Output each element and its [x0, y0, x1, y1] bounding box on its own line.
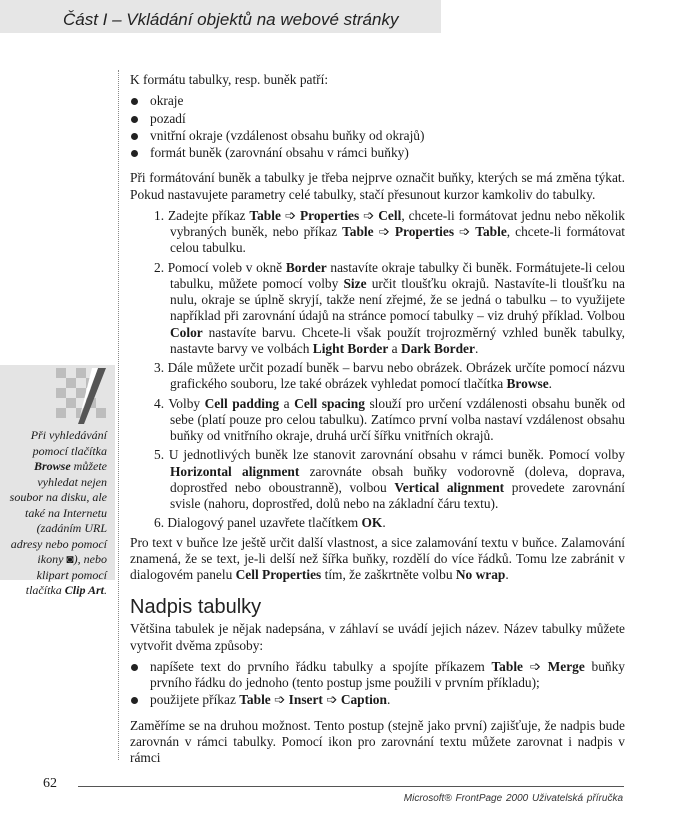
bold-term: Table: [239, 692, 271, 708]
list-item: pozadí: [130, 111, 625, 127]
text-run: buňky prvního řádku do jednoho (tento postup jsme použili v prvním příkladu);: [150, 658, 625, 690]
bold-term: Clip Art: [64, 583, 104, 597]
bold-term: Vertical alignment: [394, 479, 505, 495]
paragraph: [130, 535, 625, 584]
step-item: [142, 208, 625, 257]
text-run: můžete vyhledat nejen soubor na disku, ale také na Internetu (zadáním URL adresy nebo pomocí ikony: [9, 459, 107, 566]
paragraph: Zaměříme se na druhou možnost. Tento postup (stejně jako první) zajišťuje, že nadpis bude zarovnán v rámci tabulky. Pomocí ikon pro zarovnání textu můžete zarovnat i nadpis v rámci: [130, 717, 625, 765]
bold-term: OK: [361, 515, 383, 531]
text-run: , chcete-li formátovat celou tabulku.: [170, 224, 625, 256]
section-heading: Nadpis tabulky: [130, 596, 262, 619]
bold-term: Browse: [33, 459, 71, 473]
text-run: , chcete-li formátovat jednu nebo několik vybraných buněk, nebo příkaz: [170, 207, 625, 239]
text-run: Pro text v buňce lze ještě určit další vlastnost, a sice zalamování textu v buňce. Zalamování znamená, že se text, je-li delší než šířka buňky, rozdělí do více řádků. Tomu lze zabránit v dialogovém panelu: [130, 534, 625, 582]
text-run: ➩: [373, 224, 395, 239]
bold-term: Cell Properties: [235, 567, 322, 582]
text-run: 6. Dialogový panel uzavřete tlačítkem: [154, 515, 362, 531]
list-item: formát buněk (zarovnání obsahu v rámci buňky): [130, 145, 625, 161]
paragraph: Většina tabulek je nějak nadepsána, v záhlaví se uvádí jejich název. Název tabulky můžete vytvořit dvěma způsoby:: [130, 621, 625, 653]
step-item: [142, 360, 625, 393]
step-item: [142, 260, 625, 358]
text-run: provedete zarovnání svisle (nahoru, doprostřed, dolů nebo na základní čáru textu).: [170, 479, 625, 511]
bold-term: Color: [170, 324, 203, 340]
step-item: [142, 447, 625, 512]
bold-term: Table: [342, 224, 374, 239]
text-run: .: [104, 583, 107, 597]
text-run: zarovnáte obsah buňky vodorovně (doleva, doprava, doprostřed nebo oboustranně), volbou: [170, 463, 625, 495]
bold-term: ◙: [66, 552, 74, 566]
chapter-header: [0, 0, 441, 33]
list-item: [130, 692, 625, 708]
bold-term: Cell padding: [204, 395, 280, 411]
list-item: okraje: [130, 93, 625, 109]
text-run: .: [386, 692, 391, 708]
bold-term: Size: [343, 275, 367, 291]
text-run: a: [279, 395, 295, 411]
pencil-tip-icon: [40, 368, 112, 424]
bold-term: Insert: [288, 692, 323, 708]
bold-term: Cell spacing: [294, 395, 365, 411]
text-run: ➩: [523, 658, 548, 674]
bold-term: Caption: [340, 692, 387, 708]
bold-term: Table: [475, 224, 507, 239]
bold-term: Properties: [394, 224, 455, 239]
margin-rule: [118, 70, 119, 760]
text-run: .: [474, 340, 479, 356]
text-run: Při vyhledávání pomocí tlačítka: [30, 428, 107, 458]
sidebar-caption: [7, 428, 107, 599]
step-item: [142, 515, 625, 531]
text-run: použijete příkaz: [150, 692, 240, 708]
text-run: 4. Volby: [154, 395, 205, 411]
text-run: .: [548, 376, 553, 392]
step-item: [142, 396, 625, 445]
footer-rule: [78, 786, 624, 787]
text-run: .: [382, 515, 386, 531]
text-run: ➩: [322, 692, 341, 708]
bold-term: Dark Border: [400, 340, 475, 356]
text-run: nastavíte barvu. Chcete-li však použít trojrozměrný vzhled buněk tabulky, nastavte barvy ve volbách: [170, 324, 625, 356]
chapter-title: Část I – Vkládání objektů na webové stránky: [63, 10, 399, 29]
text-run: tím, že zaškrtněte volbu: [321, 567, 456, 582]
text-run: 1. Zadejte příkaz: [154, 207, 250, 223]
text-run: .: [505, 567, 509, 582]
bold-term: Table: [491, 658, 523, 674]
list-item: vnitřní okraje (vzdálenost obsahu buňky od okrajů): [130, 128, 625, 144]
text-run: určit tloušťku okrajů. Nastavíte-li tloušťku na nulu, okraje se úplně skryjí, takže není zřejmé, že se jedná o tabulku – to využijete například při zarovnání údajů na stránce pomocí tabulky – viz druhý příklad. Volbou: [170, 275, 625, 324]
bold-term: Light Border: [312, 340, 389, 356]
page-number: 62: [43, 776, 57, 791]
text-run: slouží pro určení vzdálenosti obsahu buněk od sebe (platí pouze pro celou tabulku). Zatímco první volba nastaví vzdálenost obsahu buňky od vnitřního okraje, druhá určí šířku vnitřních okrajů.: [170, 395, 626, 443]
sidebar-note: [0, 365, 115, 597]
list-item: [130, 659, 625, 692]
paragraph: Při formátování buněk a tabulky je třeba nejprve označit buňky, kterých se má změna týkat. Pokud nastavujete parametry celé tabulky, stačí přesunout kurzor kamkoliv do tabulky.: [130, 170, 625, 202]
text-run: ➩: [270, 692, 289, 708]
text-run: ➩: [280, 207, 300, 223]
bold-term: Table: [249, 207, 281, 223]
text-run: 2. Pomocí voleb v okně: [154, 259, 286, 275]
text-run: napíšete text do prvního řádku tabulky a spojíte příkazem: [150, 658, 492, 674]
bold-term: Cell: [378, 207, 402, 223]
bold-term: Properties: [299, 207, 360, 223]
text-run: ), nebo klipart pomocí tlačítka: [25, 552, 107, 597]
text-run: ➩: [359, 207, 379, 223]
text-run: nastavíte okraje tabulky či buněk. Formátujete-li celou tabulku, můžete pomocí volby: [170, 259, 625, 291]
bold-term: Horizontal alignment: [170, 463, 300, 479]
text-run: 5. U jednotlivých buněk lze stanovit zarovnání obsahu v rámci buněk. Pomocí volby: [154, 447, 625, 463]
text-run: 3. Dále můžete určit pozadí buněk – barvu nebo obrázek. Obrázek určíte pomocí názvu grafického souboru, lze také obrázek vyhledat pomocí tlačítka: [154, 360, 625, 392]
bold-term: No wrap: [455, 567, 506, 582]
body-text: [130, 72, 625, 766]
footer-book-title: Microsoft® FrontPage 2000 Uživatelská příručka: [403, 793, 623, 804]
bold-term: Browse: [506, 376, 549, 392]
text-run: ➩: [454, 224, 476, 239]
bold-term: Merge: [547, 658, 585, 674]
intro-text: K formátu tabulky, resp. buněk patří:: [130, 72, 329, 87]
text-run: a: [388, 340, 401, 356]
bold-term: Border: [285, 259, 327, 275]
